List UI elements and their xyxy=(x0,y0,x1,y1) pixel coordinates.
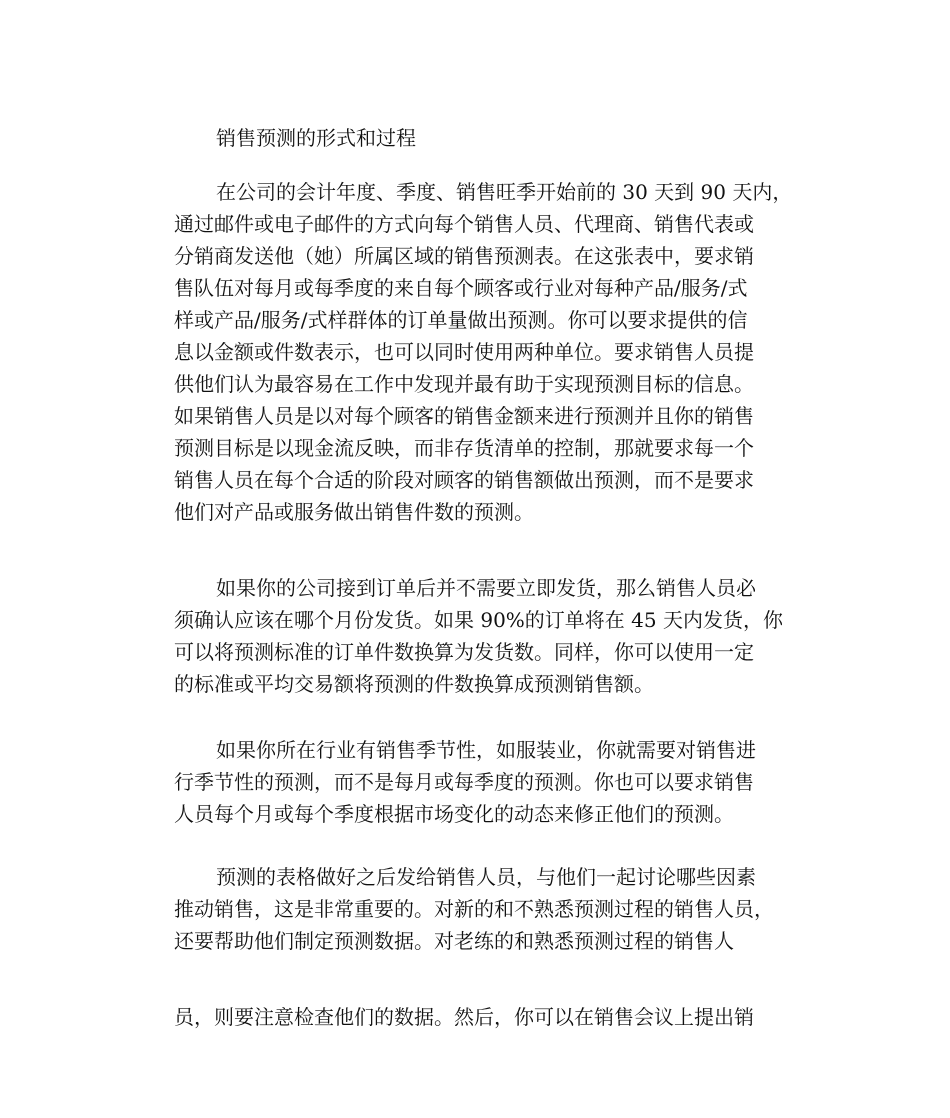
paragraph-1-line-3: 分销商发送他（她）所属区域的销售预测表。在这张表中，要求销 xyxy=(174,244,754,268)
paragraph-3-line-3: 人员每个月或每个季度根据市场变化的动态来修正他们的预测。 xyxy=(174,802,734,826)
paragraph-3-line-2: 行季节性的预测，而不是每月或每季度的预测。你也可以要求销售 xyxy=(174,770,754,794)
paragraph-1-line-9: 预测目标是以现金流反映，而非存货清单的控制，那就要求每一个 xyxy=(174,436,754,460)
paragraph-2-line-4: 的标准或平均交易额将预测的件数换算成预测销售额。 xyxy=(174,672,654,696)
paragraph-4-line-3: 还要帮助他们制定预测数据。对老练的和熟悉预测过程的销售人 xyxy=(174,929,734,953)
paragraph-1-line-11: 他们对产品或服务做出销售件数的预测。 xyxy=(174,500,534,524)
paragraph-3-line-1: 如果你所在行业有销售季节性，如服装业，你就需要对销售进 xyxy=(216,738,756,762)
paragraph-1-line-4: 售队伍对每月或每季度的来自每个顾客或行业对每种产品/服务/式 xyxy=(174,276,748,300)
paragraph-2-line-1: 如果你的公司接到订单后并不需要立即发货，那么销售人员必 xyxy=(216,576,756,600)
paragraph-1-line-5: 样或产品/服务/式样群体的订单量做出预测。你可以要求提供的信 xyxy=(174,308,748,332)
paragraph-2-line-3: 可以将预测标准的订单件数换算为发货数。同样，你可以使用一定 xyxy=(174,640,754,664)
paragraph-1-line-2: 通过邮件或电子邮件的方式向每个销售人员、代理商、销售代表或 xyxy=(174,212,754,236)
paragraph-1-line-7: 供他们认为最容易在工作中发现并最有助于实现预测目标的信息。 xyxy=(174,372,754,396)
paragraph-2-line-2: 须确认应该在哪个月份发货。如果 90%的订单将在 45 天内发货，你 xyxy=(174,608,783,632)
paragraph-1-line-6: 息以金额或件数表示，也可以同时使用两种单位。要求销售人员提 xyxy=(174,340,754,364)
paragraph-5-line-1: 员，则要注意检查他们的数据。然后，你可以在销售会议上提出销 xyxy=(174,1005,754,1029)
paragraph-1-line-10: 销售人员在每个合适的阶段对顾客的销售额做出预测，而不是要求 xyxy=(174,468,754,492)
paragraph-4-line-1: 预测的表格做好之后发给销售人员，与他们一起讨论哪些因素 xyxy=(216,865,756,889)
paragraph-4-line-2: 推动销售，这是非常重要的。对新的和不熟悉预测过程的销售人员， xyxy=(174,897,774,921)
document-title: 销售预测的形式和过程 xyxy=(216,126,416,150)
paragraph-1-line-1: 在公司的会计年度、季度、销售旺季开始前的 30 天到 90 天内， xyxy=(216,180,793,204)
paragraph-1-line-8: 如果销售人员是以对每个顾客的销售金额来进行预测并且你的销售 xyxy=(174,404,754,428)
